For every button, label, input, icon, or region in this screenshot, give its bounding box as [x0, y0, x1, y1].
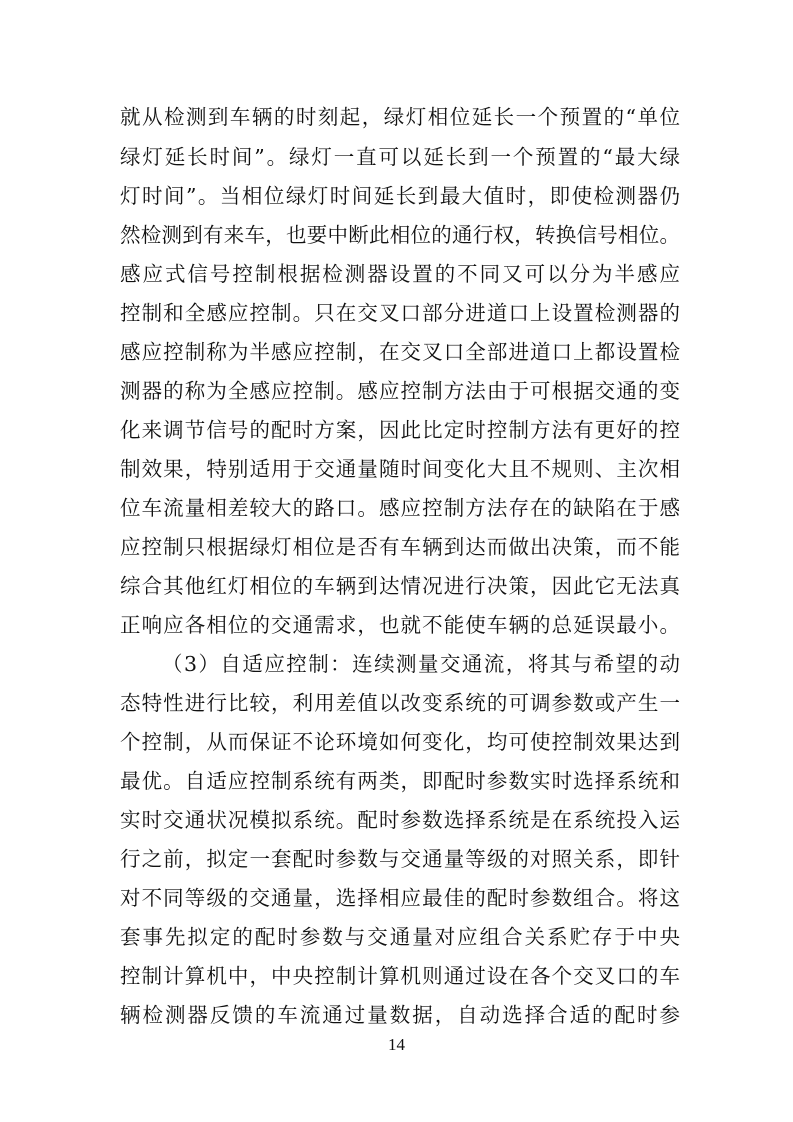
paragraph-line: 辆检测器反馈的车流通过量数据，自动选择合适的配时参 [120, 1003, 680, 1027]
paragraph-line: 控制和全感应控制。只在交叉口部分进道口上设置检测器的 [120, 301, 680, 325]
paragraph-line: 制效果，特别适用于交通量随时间变化大且不规则、主次相 [120, 457, 680, 481]
paragraph-line: 绿灯延长时间”。绿灯一直可以延长到一个预置的“最大绿 [120, 145, 680, 169]
paragraph-line: 实时交通状况模拟系统。配时参数选择系统是在系统投入运 [120, 808, 680, 832]
paragraph-line: 就从检测到车辆的时刻起，绿灯相位延长一个预置的“单位 [120, 105, 680, 129]
paragraph-line: 灯时间”。当相位绿灯时间延长到最大值时，即使检测器仍 [120, 184, 680, 208]
paragraph-line: 个控制，从而保证不论环境如何变化，均可使控制效果达到 [120, 730, 680, 754]
paragraph-line: （3）自适应控制：连续测量交通流，将其与希望的动 [162, 652, 680, 676]
paragraph-line: 对不同等级的交通量，选择相应最佳的配时参数组合。将这 [120, 886, 680, 910]
paragraph-line: 位车流量相差较大的路口。感应控制方法存在的缺陷在于感 [120, 496, 680, 520]
page-number: 14 [388, 1035, 405, 1054]
paragraph-line: 感应控制称为半感应控制，在交叉口全部进道口上都设置检 [120, 340, 680, 364]
paragraph-line: 应控制只根据绿灯相位是否有车辆到达而做出决策，而不能 [120, 535, 680, 559]
paragraph-line: 控制计算机中，中央控制计算机则通过设在各个交叉口的车 [120, 964, 680, 988]
paragraph-line: 最优。自适应控制系统有两类，即配时参数实时选择系统和 [120, 769, 680, 793]
paragraph-line: 综合其他红灯相位的车辆到达情况进行决策，因此它无法真 [120, 574, 680, 598]
paragraph-line: 然检测到有来车，也要中断此相位的通行权，转换信号相位。 [120, 223, 680, 247]
paragraph-line: 化来调节信号的配时方案，因此比定时控制方法有更好的控 [120, 418, 680, 442]
paragraph-line: 正响应各相位的交通需求，也就不能使车辆的总延误最小。 [120, 613, 680, 637]
paragraph-line: 感应式信号控制根据检测器设置的不同又可以分为半感应 [120, 262, 680, 286]
paragraph-line: 行之前，拟定一套配时参数与交通量等级的对照关系，即针 [120, 847, 680, 871]
paragraph-line: 测器的称为全感应控制。感应控制方法由于可根据交通的变 [120, 379, 680, 403]
paragraph-line: 套事先拟定的配时参数与交通量对应组合关系贮存于中央 [120, 925, 680, 949]
paragraph-line: 态特性进行比较，利用差值以改变系统的可调参数或产生一 [120, 691, 680, 715]
